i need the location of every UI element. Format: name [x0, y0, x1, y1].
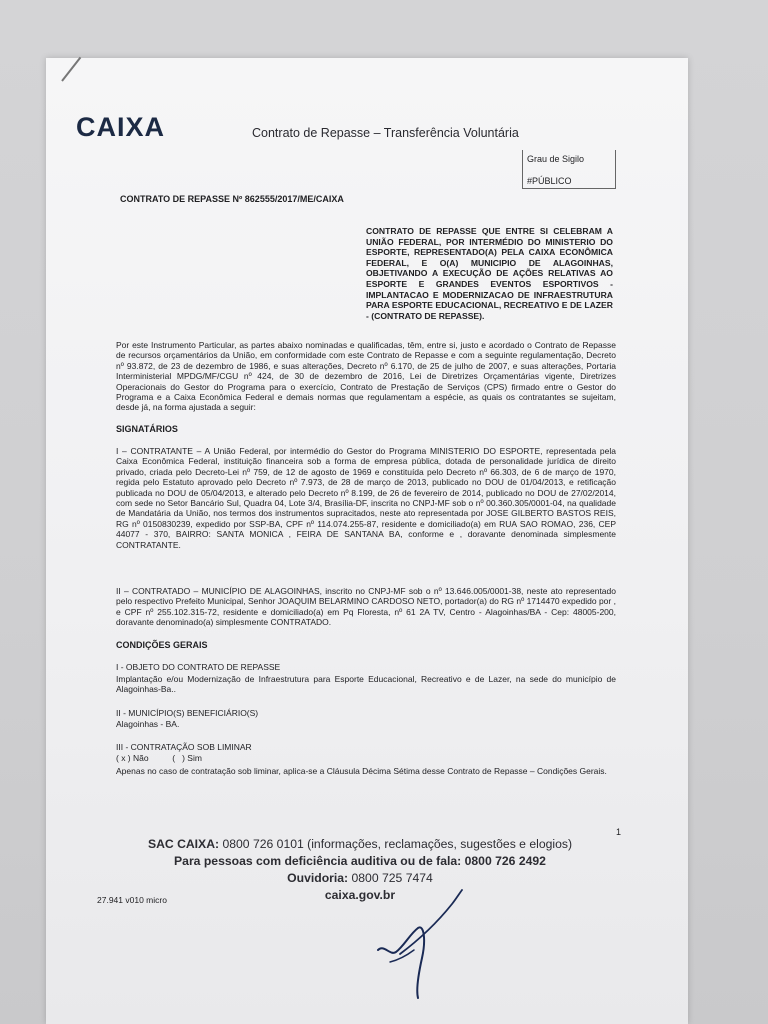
accessibility-line [140, 853, 580, 870]
injunction-text: Apenas no caso de contratação sob liminar, aplica-se a Cláusula Décima Sétima desse Contrato de Repasse – Condições Gerais. [116, 766, 607, 776]
object-title: I - OBJETO DO CONTRATO DE REPASSE [116, 662, 281, 672]
contract-number: CONTRATO DE REPASSE Nº 862555/2017/ME/CAIXA [120, 194, 344, 204]
confidentiality-label: Grau de Sigilo [527, 154, 585, 164]
injunction-title: III - CONTRATAÇÃO SOB LIMINAR [116, 742, 252, 752]
contracted-party-paragraph: II – CONTRATADO – MUNICÍPIO DE ALAGOINHAS, inscrito no CNPJ-MF sob o nº 13.646.005/0001-38, neste ato representado pelo respectivo Prefeito Municipal, Senhor JOAQUIM BELARMINO CARDOSO NETO, portador(a) do RG nº 1714470 expedido por , e CPF nº 255.102.315-72, residente e domiciliado(a) em Pq Floresta, nº 61 2A TV, Centro - Alagoinhas/BA - Cep: 48005-200, doravante denominado(a) simplesmente CONTRATADO. [116, 586, 616, 628]
contract-summary: CONTRATO DE REPASSE QUE ENTRE SI CELEBRAM A UNIÃO FEDERAL, POR INTERMÉDIO DO MINISTERIO DO ESPORTE, REPRESENTADO(A) PELA CAIXA ECONÔMICA FEDERAL, E O(A) MUNICIPIO DE ALAGOINHAS, OBJETIVANDO A EXECUÇÃO DE AÇÕES RELATIVAS AO ESPORTE E GRANDES EVENTOS ESPORTIVOS - IMPLANTACAO E MODERNIZACAO DE INFRAESTRUTURA PARA ESPORTE EDUCACIONAL, RECREATIVO E DE LAZER - (CONTRATO DE REPASSE). [366, 226, 613, 321]
website: caixa.gov.br [324, 888, 396, 902]
municipality-title: II - MUNICÍPIO(S) BENEFICIÁRIO(S) [116, 708, 259, 718]
sac-text: 0800 726 0101 (informações, reclamações, sugestões e elogios) [219, 837, 573, 851]
sac-label: SAC CAIXA: [147, 837, 220, 851]
confidentiality-box [522, 150, 616, 189]
sac-line [140, 836, 580, 853]
confidentiality-value: #PÚBLICO [527, 176, 572, 186]
ombudsman-text: 0800 725 7474 [348, 871, 433, 885]
form-code: 27.941 v010 micro [97, 895, 167, 905]
object-text: Implantação e/ou Modernização de Infraestrutura para Esporte Educacional, Recreativo e de Lazer, na sede do município de Alagoinhas-Ba.. [116, 674, 616, 695]
municipality-text: Alagoinhas - BA. [116, 719, 180, 729]
signatories-heading: SIGNATÁRIOS [116, 424, 178, 434]
contracting-party-paragraph: I – CONTRATANTE – A União Federal, por intermédio do Gestor do Programa MINISTERIO DO ESPORTE, representada pela Caixa Econômica Federal, instituição financeira sob a forma de empresa pública, dotada de personalidade jurídica de direito privado, criada pelo Decreto-Lei nº 759, de 12 de agosto de 1969 e constituída pelo Decreto nº 66.303, de 6 de março de 1970, regida pelo Estatuto aprovado pelo Decreto nº 7.973, de 28 de março de 2013, publicado no DOU de 01/04/2013, e retificação publicada no DOU de 05/04/2013, e alterado pelo Decreto nº 8.199, de 26 de fevereiro de 2014, publicado no DOU de 27/02/2014, com sede no Setor Bancário Sul, Quadra 04, Lote 3/4, Brasília-DF, inscrita no CNPJ-MF sob o nº 00.360.305/0001-04, na qualidade de Mandatária da União, nos termos dos instrumentos supracitados, neste ato representada por JOSE GILBERTO BASTOS REIS, RG nº 0150830239, expedido por SSP-BA, CPF nº 114.074.255-87, residente e domiciliado(a) em RUA SAO ROMAO, 236, CEP 44077 - 370, BAIRRO: SANTA MONICA , FEIRA DE SANTANA BA, conforme e , doravante denominada simplesmente CONTRATANTE. [116, 446, 616, 550]
injunction-options: ( x ) Não ( ) Sim [116, 753, 202, 763]
document-title: Contrato de Repasse – Transferência Voluntária [252, 126, 519, 140]
intro-paragraph: Por este Instrumento Particular, as partes abaixo nominadas e qualificadas, têm, entre si, justo e acordado o Contrato de Repasse de recursos orçamentários da União, em conformidade com este Contrato de Repasse e com a seguinte regulamentação, Decreto nº 93.872, de 23 de dezembro de 1986, e suas alterações, Decreto nº 6.170, de 25 de julho de 2007, e suas alterações, Portaria Interministerial MPDG/MF/CGU nº 424, de 30 de dezembro de 2016, Lei de Diretrizes Orçamentárias vigente, Diretrizes Operacionais do Gestor do Programa para o exercício, Contrato de Prestação de Serviços (CPS) firmado entre o Gestor do Programa e a Caixa Econômica Federal e demais normas que regulamentam a espécie, as quais os contratantes se sujeitam, desde já, na forma ajustada a seguir: [116, 340, 616, 413]
page-number: 1 [616, 827, 622, 837]
handwritten-signature [360, 880, 470, 1000]
accessibility-text: Para pessoas com deficiência auditiva ou de fala: 0800 726 2492 [174, 854, 546, 868]
ombudsman-label: Ouvidoria: [287, 871, 349, 885]
caixa-logo: CAIXA [76, 112, 166, 142]
general-conditions-heading: CONDIÇÕES GERAIS [116, 640, 208, 650]
